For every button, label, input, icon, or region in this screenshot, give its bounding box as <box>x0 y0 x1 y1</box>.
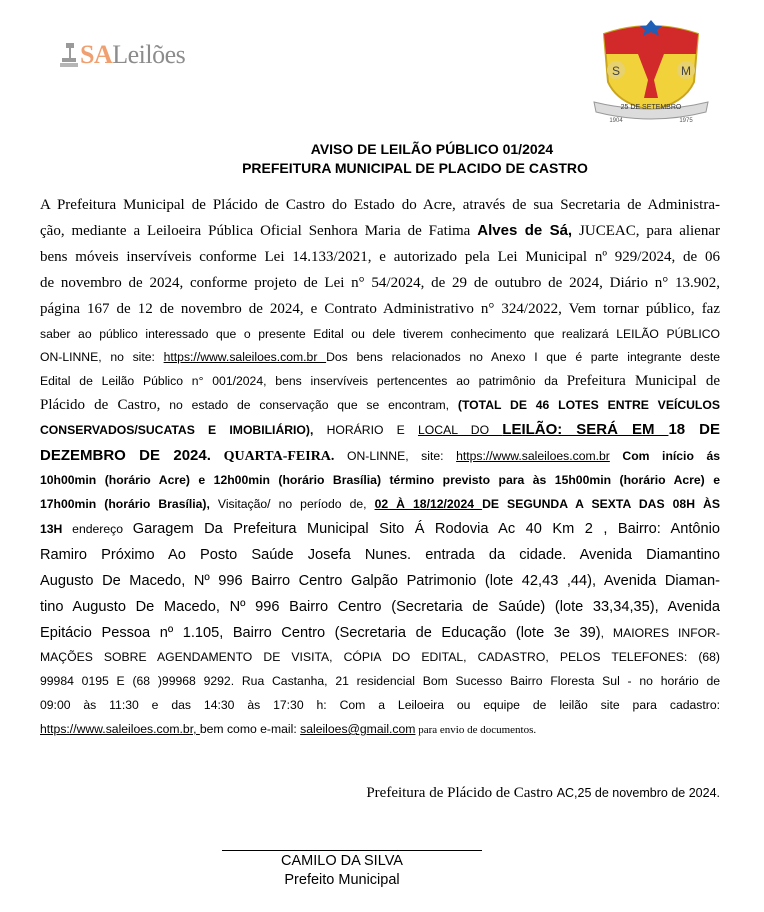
body-line: tino Augusto De Macedo, Nº 996 Bairro Centro (Secretaria de Saúde) (lote 33,34,35), Avenida <box>40 599 720 615</box>
logo-prefix: SA <box>80 40 113 69</box>
body-line: ON-LINNE, no site: https://www.saleiloes.com.br Dos bens relacionados no Anexo I que é parte integrante deste <box>40 350 720 364</box>
body-line: de novembro de 2024, conforme projeto de Lei n° 54/2024, de 29 de outubro de 2024, Diário n° 13.902, <box>40 275 720 291</box>
notice-body <box>40 192 720 741</box>
body-line: bens móveis inservíveis conforme Lei 14.133/2021, e autorizado pela Lei Municipal nº 929/2024, de 06 <box>40 249 720 265</box>
signature-line <box>222 850 482 851</box>
body-line: Ramiro Próximo Ao Posto Saúde Josefa Nunes. entrada da cidade. Avenida Diamantino <box>40 547 720 563</box>
body-line: 99984 0195 E (68 )99968 9292. Rua Castanha, 21 residencial Bom Sucesso Bairro Floresta Sul - no horário de <box>40 674 720 688</box>
seal-right-letter: M <box>681 64 691 78</box>
body-line: 10h00min (horário Acre) e 12h00min (horário Brasília) término previsto para às 15h00min (horário Acre) e <box>40 473 720 487</box>
gavel-icon <box>60 41 78 69</box>
body-line: saber ao público interessado que o presente Edital ou dele tiverem conhecimento que realizará LEILÃO PÚBLICO <box>40 327 720 341</box>
site-link[interactable]: https://www.saleiloes.com.br <box>456 449 610 463</box>
logo-suffix: Leilões <box>112 40 186 69</box>
saleiloes-logo <box>60 40 185 70</box>
body-line: A Prefeitura Municipal de Plácido de Castro do Estado do Acre, através de sua Secretaria de Administra- <box>40 197 720 213</box>
signer-name: CAMILO DA SILVA <box>281 853 403 869</box>
municipal-seal <box>586 20 716 125</box>
body-line: Augusto De Macedo, Nº 996 Bairro Centro Galpão Patrimonio (lote 42,43 ,44), Avenida Diaman- <box>40 573 720 589</box>
body-line: CONSERVADOS/SUCATAS E IMOBILIÁRIO), HORÁRIO E LOCAL DO LEILÃO: SERÁ EM 18 DE <box>40 421 720 438</box>
body-line: página 167 de 12 de novembro de 2024, e Contrato Administrativo n° 324/2022, Vem tornar público, faz <box>40 301 720 317</box>
body-line: 13H endereço Garagem Da Prefeitura Municipal Sito Á Rodovia Ac 40 Km 2 , Bairro: Antônio <box>40 521 721 537</box>
body-line: 17h00min (horário Brasília), Visitação/ no período de, 02 À 18/12/2024 DE SEGUNDA A SEXTA DAS 08H ÀS <box>40 497 720 511</box>
body-line: 09:00 às 11:30 e das 14:30 às 17:30 h: Com a Leiloeira ou equipe de leilão site para cadastro: <box>40 698 720 712</box>
seal-year-left: 1904 <box>609 118 623 124</box>
body-line: Edital de Leilão Público n° 001/2024, bens inservíveis pertencentes ao patrimônio da Prefeitura Municipal de <box>40 373 720 389</box>
body-line: ção, mediante a Leiloeira Pública Oficial Senhora Maria de Fatima Alves de Sá, JUCEAC, para alienar <box>40 222 720 239</box>
site-link[interactable]: https://www.saleiloes.com.br <box>163 350 327 364</box>
body-line: Epitácio Pessoa nº 1.105, Bairro Centro (Secretaria de Educação (lote 3e 39), MAIORES INFOR- <box>40 625 720 641</box>
seal-ribbon-text: 25 DE SETEMBRO <box>620 104 682 111</box>
seal-year-right: 1975 <box>679 118 693 124</box>
body-line: Plácido de Castro, no estado de conservação que se encontram, (TOTAL DE 46 LOTES ENTRE VEÍCULOS <box>40 397 720 413</box>
signer-role: Prefeito Municipal <box>284 872 400 888</box>
body-line: DEZEMBRO DE 2024. QUARTA-FEIRA. ON-LINNE, site: https://www.saleiloes.com.br Com início ás <box>40 447 721 464</box>
site-link[interactable]: https://www.saleiloes.com.br, <box>40 722 200 736</box>
title-line-1: AVISO DE LEILÃO PÚBLICO 01/2024 <box>310 141 554 157</box>
document-date: Prefeitura de Plácido de Castro AC,25 de novembro de 2024. <box>366 785 720 801</box>
email-link[interactable]: saleiloes@gmail.com <box>300 722 416 736</box>
title-line-2: PREFEITURA MUNICIPAL DE PLACIDO DE CASTRO <box>242 160 588 176</box>
body-line: https://www.saleiloes.com.br, bem como e-mail: saleiloes@gmail.com para envio de documentos. <box>40 722 537 736</box>
signature-block <box>222 852 462 890</box>
auctioneer-name: Alves de Sá, <box>477 222 573 239</box>
body-line: MAÇÕES SOBRE AGENDAMENTO DE VISITA, CÓPIA DO EDITAL, CADASTRO, PELOS TELEFONES: (68) <box>40 650 720 664</box>
notice-title <box>0 140 764 178</box>
seal-left-letter: S <box>611 64 621 78</box>
